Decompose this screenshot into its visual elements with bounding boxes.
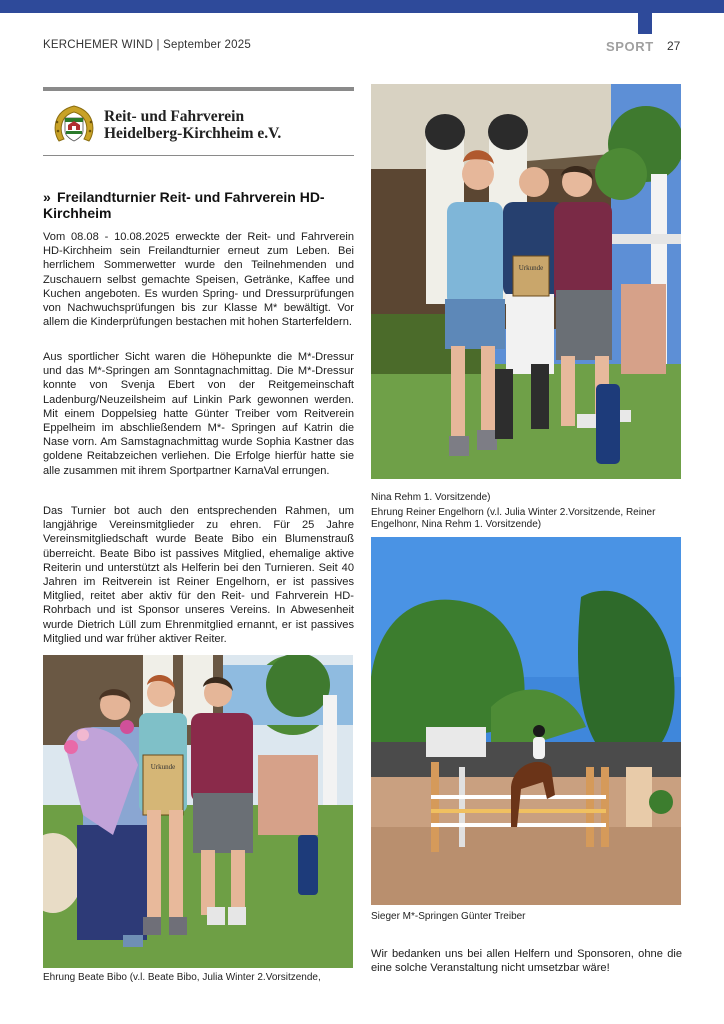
article-paragraph-1: Vom 08.08 - 10.08.2025 erweckte der Reit- und Fahrverein HD-Kirchheim sein Freilandturnier erneut zum Leben. Bei herrlichem Sommerwetter wurde den Teilnehmenden und Zuschauern selbst gemachte Speisen, Getränke, Kaffee und Kuchen angeboten. Es wurden Spring- und Dressurprüfungen von Nachwuchsprüfungen bis zur Klasse M* bewältigt. Vor allem die Kinderprüfungen bestachen mit hohen Starterfeldern. bbox=[43, 231, 354, 329]
club-name-line-1: Reit- und Fahrverein bbox=[104, 108, 245, 125]
article-title-text: Freilandturnier Reit- und Fahrverein HD-Kirchheim bbox=[43, 189, 325, 221]
article-title bbox=[43, 189, 343, 221]
publication-header: KERCHEMER WIND | September 2025 bbox=[43, 39, 251, 51]
club-name-line-2: Heidelberg-Kirchheim e.V. bbox=[104, 125, 282, 142]
certificate-text: Urkunde bbox=[518, 264, 544, 272]
article-paragraph-2: Aus sportlicher Sicht waren die Höhepunkte die M*-Dressur und das M*-Springen am Sonntagnachmittag. Die M*-Dressur konnte von Svenja Ebert von der Reitgemeinschaft Ladenburg/Neuzeilsheim auf Linkin Park gewonnen werden. Mit einem Doppelsieg hatte Günter Treiber vom Reitverein Eppelheim im abschließendem M*- Springen auf Katrin die Nase vorn. Am Samstagnachmittag wurde Sophia Kastner das goldene Reitabzeichen verliehen. Die Erfolge hierfür hatte sie alle zusammen mit ihrem Sportpartner KarnaVal errungen. bbox=[43, 351, 354, 477]
photo-1-caption-line-1: Nina Rehm 1. Vorsitzende) bbox=[371, 492, 491, 503]
club-banner-top-rule bbox=[43, 87, 354, 91]
page-number: 27 bbox=[667, 39, 681, 53]
photo-honoring-engelhorn bbox=[371, 84, 681, 479]
club-name bbox=[104, 108, 281, 142]
photo-honoring-bibo bbox=[43, 655, 353, 968]
title-marker: » bbox=[43, 189, 51, 205]
photo-show-jumping bbox=[371, 537, 681, 905]
photo-2-caption: Sieger M*-Springen Günter Treiber bbox=[371, 911, 526, 922]
photo-3-caption: Ehrung Beate Bibo (v.l. Beate Bibo, Julia Winter 2.Vorsitzende, bbox=[43, 972, 321, 983]
article-paragraph-3: Das Turnier bot auch den entsprechenden Rahmen, um langjährige Vereinsmitglieder zu ehren. Für 25 Jahre Vereinsmitgliedschaft wurde Beate Bibo ein Blumenstrauß überreicht. Beate Bibo ist passives Mitglied, ehemalige aktive Reiterin und unterstützt als Helferin bei den Turnieren. Seit 40 Jahren im Reitverein ist Reiner Engelhorn, er ist passives Mitglied, reitet aber aktiv für den Reit- und Fahrverein HD-Rohrbach und ist Sponsor unseres Vereins. In Abwesenheit wurde Dietrich Lüll zum Ehrenmitglied ernannt, er ist passives Mitglied und war früher aktiver Reiter. bbox=[43, 505, 354, 645]
certificate-text: Urkunde bbox=[150, 763, 176, 771]
section-tab-marker bbox=[638, 13, 652, 34]
club-banner-bottom-rule bbox=[43, 155, 354, 156]
section-title: SPORT bbox=[606, 39, 654, 54]
club-crest-horseshoe-icon bbox=[51, 101, 97, 147]
photo-1-caption: Ehrung Reiner Engelhorn (v.l. Julia Winter 2.Vorsitzende, Reiner Engelhonr, Nina Rehm 1. Vorsitzende) bbox=[371, 507, 656, 530]
thanks-paragraph: Wir bedanken uns bei allen Helfern und Sponsoren, ohne die eine solche Veranstaltung nicht umsetzbar wäre! bbox=[371, 948, 682, 975]
header-color-bar bbox=[0, 0, 724, 13]
